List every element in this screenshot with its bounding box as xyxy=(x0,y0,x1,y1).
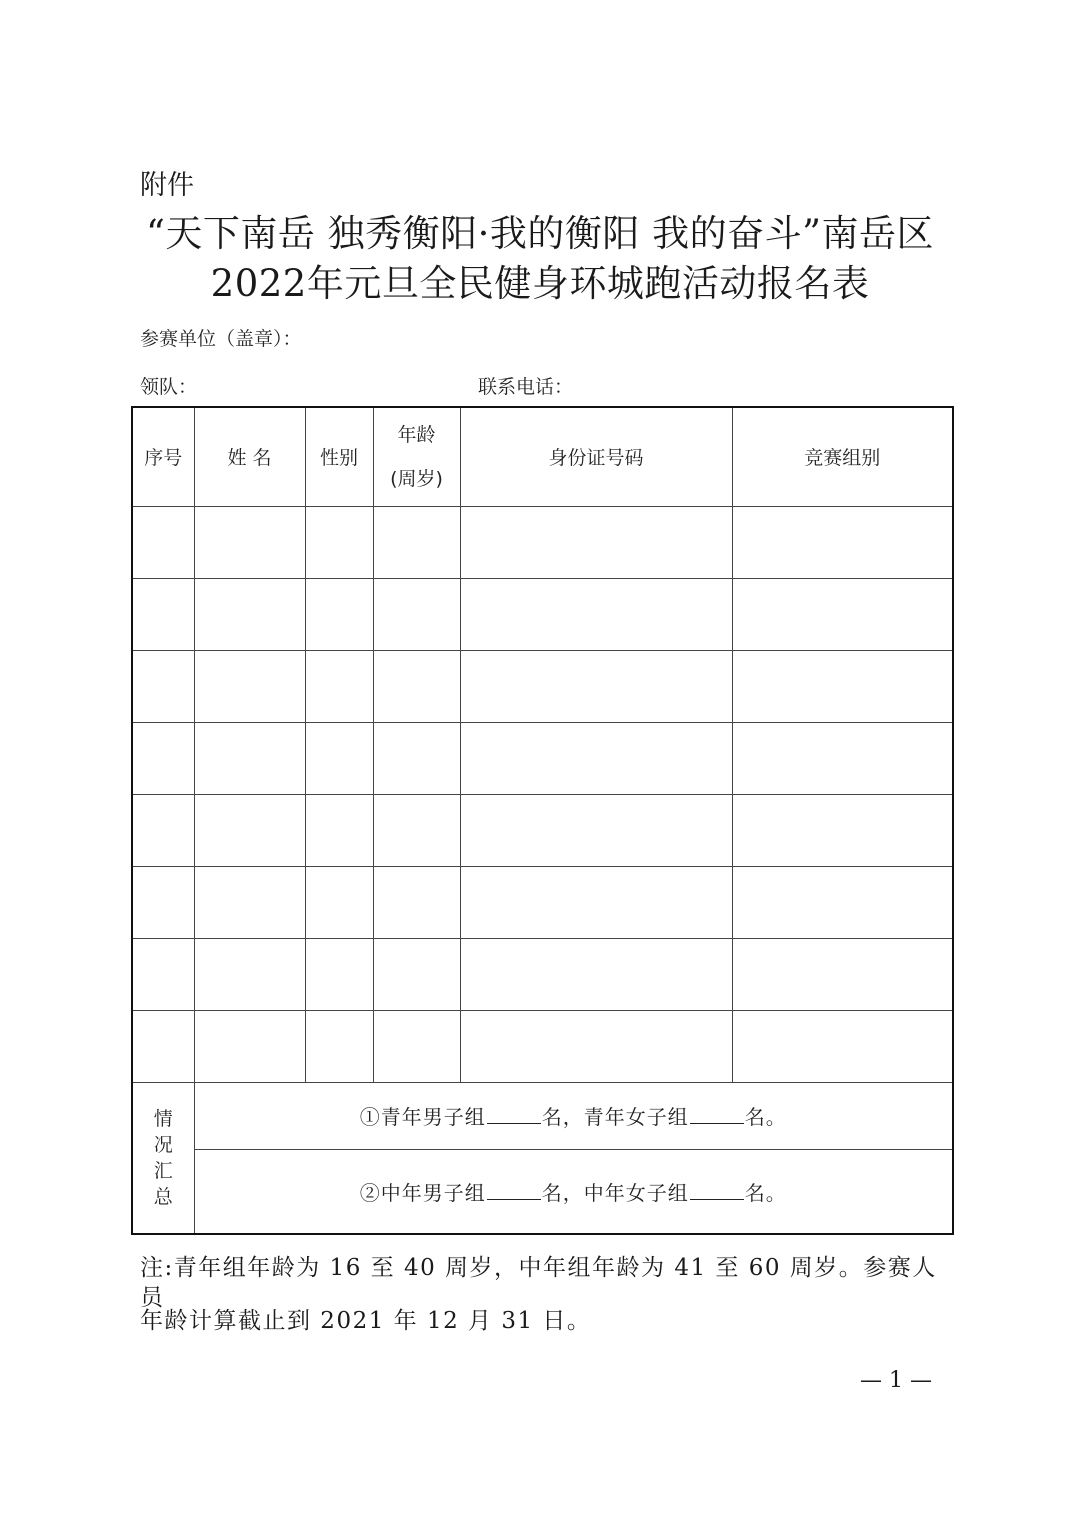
table-cell[interactable] xyxy=(732,866,953,938)
middle-age-summary-suffix: 名。 xyxy=(744,1180,787,1205)
table-cell[interactable] xyxy=(460,650,732,722)
team-leader-label: 领队： xyxy=(140,376,198,398)
attachment-label: 附件 xyxy=(140,170,194,201)
table-cell[interactable] xyxy=(194,578,305,650)
youth-male-label: ①青年男子组 xyxy=(359,1105,486,1129)
table-cell[interactable] xyxy=(305,866,373,938)
table-cell[interactable] xyxy=(305,794,373,866)
table-cell[interactable] xyxy=(132,650,194,722)
table-cell[interactable] xyxy=(132,578,194,650)
table-row xyxy=(132,722,953,794)
table-cell[interactable] xyxy=(194,1010,305,1082)
youth-female-count-blank[interactable] xyxy=(690,1103,744,1124)
table-cell[interactable] xyxy=(373,1010,460,1082)
table-header-row xyxy=(132,407,953,506)
youth-group-summary xyxy=(194,1082,953,1149)
table-cell[interactable] xyxy=(194,650,305,722)
page-number: — 1 — xyxy=(860,1368,932,1393)
column-header-group: 竞赛组别 xyxy=(732,407,953,506)
table-cell[interactable] xyxy=(732,506,953,578)
table-cell[interactable] xyxy=(194,506,305,578)
table-row xyxy=(132,506,953,578)
table-cell[interactable] xyxy=(732,578,953,650)
table-cell[interactable] xyxy=(373,722,460,794)
table-cell[interactable] xyxy=(132,938,194,1010)
table-cell[interactable] xyxy=(373,794,460,866)
table-cell[interactable] xyxy=(732,650,953,722)
table-row xyxy=(132,650,953,722)
age-header-line-1: 年龄 xyxy=(397,423,436,446)
table-cell[interactable] xyxy=(194,866,305,938)
table-cell[interactable] xyxy=(732,938,953,1010)
middle-age-female-label: 名，中年女子组 xyxy=(541,1180,689,1205)
summary-row-youth xyxy=(132,1082,953,1149)
table-cell[interactable] xyxy=(194,938,305,1010)
table-cell[interactable] xyxy=(732,794,953,866)
summary-label-char: 汇 xyxy=(153,1159,173,1182)
summary-label-char: 况 xyxy=(153,1133,173,1156)
table-cell[interactable] xyxy=(305,578,373,650)
middle-age-female-count-blank[interactable] xyxy=(690,1179,744,1200)
table-cell[interactable] xyxy=(305,506,373,578)
table-row xyxy=(132,578,953,650)
table-cell[interactable] xyxy=(732,722,953,794)
table-row xyxy=(132,794,953,866)
table-cell[interactable] xyxy=(194,794,305,866)
column-header-id-number: 身份证号码 xyxy=(460,407,732,506)
middle-age-male-count-blank[interactable] xyxy=(487,1179,541,1200)
table-cell[interactable] xyxy=(132,1010,194,1082)
table-cell[interactable] xyxy=(460,866,732,938)
column-header-index: 序号 xyxy=(132,407,194,506)
document-title-line-1: “天下南岳 独秀衡阳·我的衡阳 我的奋斗”南岳区 xyxy=(145,212,935,255)
table-cell[interactable] xyxy=(132,506,194,578)
age-header-line-2: (周岁) xyxy=(390,467,443,490)
table-cell[interactable] xyxy=(194,722,305,794)
middle-age-male-label: ②中年男子组 xyxy=(359,1180,486,1205)
column-header-gender: 性别 xyxy=(305,407,373,506)
summary-label xyxy=(132,1082,194,1234)
column-header-age xyxy=(373,407,460,506)
table-cell[interactable] xyxy=(460,1010,732,1082)
table-cell[interactable] xyxy=(132,794,194,866)
table-cell[interactable] xyxy=(460,938,732,1010)
table-cell[interactable] xyxy=(460,506,732,578)
summary-row-middle-age xyxy=(132,1149,953,1234)
table-cell[interactable] xyxy=(305,722,373,794)
table-row xyxy=(132,1010,953,1082)
table-row xyxy=(132,866,953,938)
table-cell[interactable] xyxy=(373,938,460,1010)
table-cell[interactable] xyxy=(305,938,373,1010)
table-cell[interactable] xyxy=(732,1010,953,1082)
table-cell[interactable] xyxy=(460,794,732,866)
table-cell[interactable] xyxy=(132,722,194,794)
document-title-line-2: 2022年元旦全民健身环城跑活动报名表 xyxy=(210,262,870,305)
registration-table xyxy=(131,406,954,1235)
table-cell[interactable] xyxy=(373,578,460,650)
column-header-name: 姓 名 xyxy=(194,407,305,506)
youth-summary-suffix: 名。 xyxy=(744,1105,787,1129)
middle-age-group-summary xyxy=(194,1149,953,1234)
summary-label-char: 情 xyxy=(153,1107,173,1130)
table-cell[interactable] xyxy=(132,866,194,938)
table-row xyxy=(132,938,953,1010)
table-cell[interactable] xyxy=(305,1010,373,1082)
table-cell[interactable] xyxy=(373,506,460,578)
note-line-1: 注:青年组年龄为 16 至 40 周岁，中年组年龄为 41 至 60 周岁。参赛人员 xyxy=(140,1255,937,1311)
table-cell[interactable] xyxy=(373,866,460,938)
table-cell[interactable] xyxy=(460,722,732,794)
youth-female-label: 名，青年女子组 xyxy=(541,1105,689,1129)
table-cell[interactable] xyxy=(305,650,373,722)
contact-phone-label: 联系电话： xyxy=(478,376,574,398)
summary-label-char: 总 xyxy=(153,1185,173,1208)
table-cell[interactable] xyxy=(373,650,460,722)
youth-male-count-blank[interactable] xyxy=(487,1103,541,1124)
note-line-2: 年龄计算截止到 2021 年 12 月 31 日。 xyxy=(140,1308,592,1334)
table-cell[interactable] xyxy=(460,578,732,650)
participating-unit-label: 参赛单位（盖章）： xyxy=(140,328,302,350)
